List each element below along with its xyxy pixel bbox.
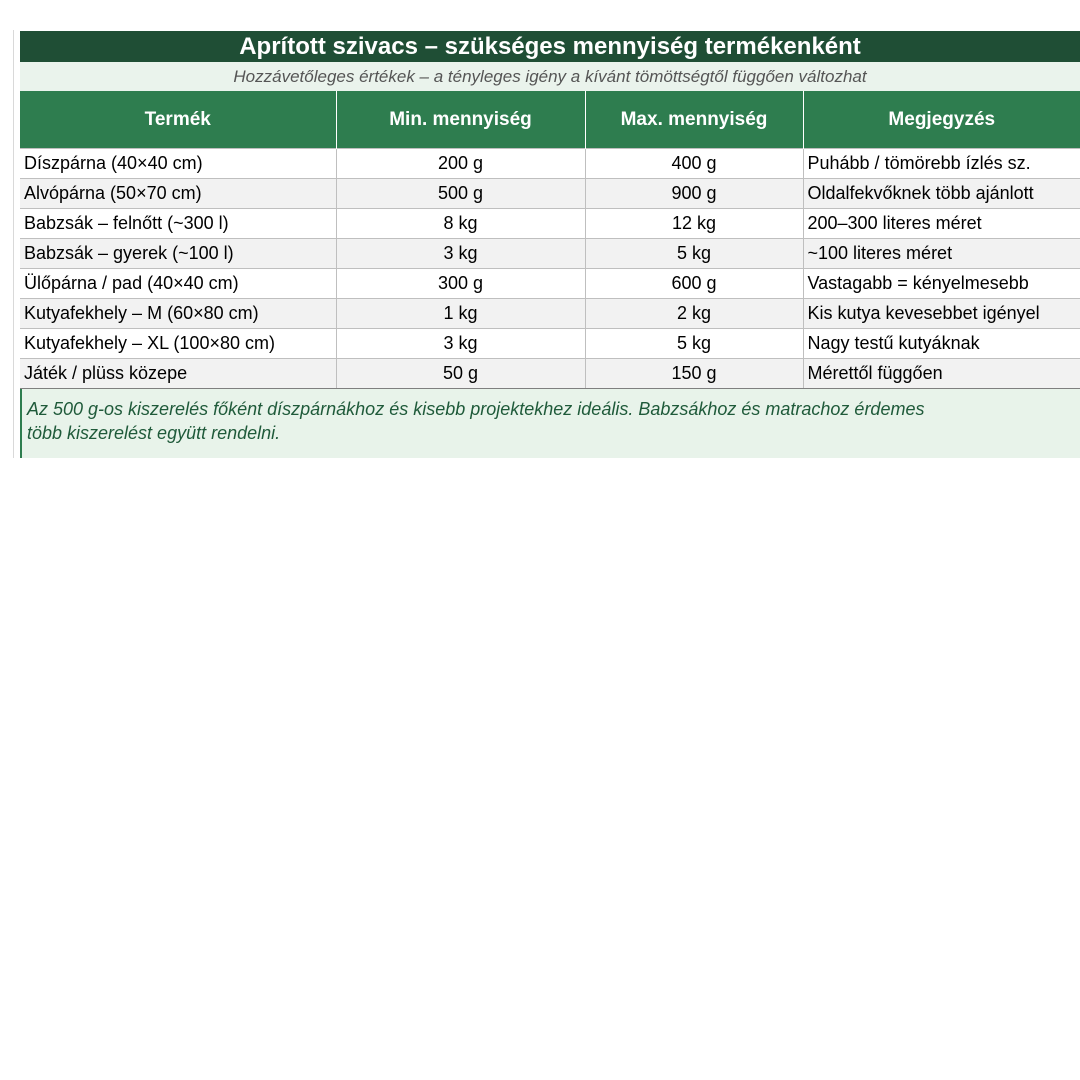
table-row <box>20 269 1080 299</box>
sheet-gridline <box>13 30 14 458</box>
header-min-quantity[interactable]: Min. mennyiség <box>336 91 585 149</box>
cell-min[interactable]: 300 g <box>336 269 585 299</box>
cell-note[interactable]: Mérettől függően <box>803 359 1080 389</box>
cell-max[interactable]: 2 kg <box>585 299 803 329</box>
cell-max[interactable]: 600 g <box>585 269 803 299</box>
cell-min[interactable]: 1 kg <box>336 299 585 329</box>
header-product[interactable]: Termék <box>20 91 336 149</box>
cell-note[interactable]: ~100 literes méret <box>803 239 1080 269</box>
cell-max[interactable]: 900 g <box>585 179 803 209</box>
table-row <box>20 359 1080 389</box>
cell-note[interactable]: Nagy testű kutyáknak <box>803 329 1080 359</box>
table-row <box>20 179 1080 209</box>
cell-min[interactable]: 500 g <box>336 179 585 209</box>
cell-product[interactable]: Babzsák – gyerek (~100 l) <box>20 239 336 269</box>
cell-min[interactable]: 3 kg <box>336 329 585 359</box>
cell-max[interactable]: 150 g <box>585 359 803 389</box>
cell-max[interactable]: 5 kg <box>585 239 803 269</box>
cell-max[interactable]: 12 kg <box>585 209 803 239</box>
table-row <box>20 329 1080 359</box>
footnote-line: több kiszerelést együtt rendelni. <box>27 423 281 443</box>
cell-product[interactable]: Díszpárna (40×40 cm) <box>20 149 336 179</box>
cell-note[interactable]: 200–300 literes méret <box>803 209 1080 239</box>
header-row <box>20 91 1080 149</box>
spreadsheet-table <box>20 31 1080 458</box>
table-row <box>20 239 1080 269</box>
cell-product[interactable]: Játék / plüss közepe <box>20 359 336 389</box>
header-note[interactable]: Megjegyzés <box>803 91 1080 149</box>
table-row <box>20 209 1080 239</box>
cell-min[interactable]: 50 g <box>336 359 585 389</box>
table-row <box>20 299 1080 329</box>
cell-product[interactable]: Alvópárna (50×70 cm) <box>20 179 336 209</box>
table-row <box>20 149 1080 179</box>
sheet-subtitle[interactable]: Hozzávetőleges értékek – a tényleges igény a kívánt tömöttségtől függően változhat <box>20 62 1080 91</box>
quantity-table <box>20 91 1080 389</box>
cell-note[interactable]: Oldalfekvőknek több ajánlott <box>803 179 1080 209</box>
cell-product[interactable]: Kutyafekhely – XL (100×80 cm) <box>20 329 336 359</box>
cell-product[interactable]: Kutyafekhely – M (60×80 cm) <box>20 299 336 329</box>
footnote-cell[interactable] <box>20 389 1080 458</box>
cell-product[interactable]: Ülőpárna / pad (40×40 cm) <box>20 269 336 299</box>
cell-note[interactable]: Vastagabb = kényelmesebb <box>803 269 1080 299</box>
cell-product[interactable]: Babzsák – felnőtt (~300 l) <box>20 209 336 239</box>
cell-min[interactable]: 200 g <box>336 149 585 179</box>
sheet-title[interactable]: Aprított szivacs – szükséges mennyiség termékenként <box>20 31 1080 62</box>
footnote-line: Az 500 g-os kiszerelés főként díszpárnákhoz és kisebb projektekhez ideális. Babzsákhoz és matrachoz érdemes <box>27 399 925 419</box>
cell-max[interactable]: 400 g <box>585 149 803 179</box>
cell-min[interactable]: 3 kg <box>336 239 585 269</box>
cell-note[interactable]: Kis kutya kevesebbet igényel <box>803 299 1080 329</box>
header-max-quantity[interactable]: Max. mennyiség <box>585 91 803 149</box>
cell-note[interactable]: Puhább / tömörebb ízlés sz. <box>803 149 1080 179</box>
cell-min[interactable]: 8 kg <box>336 209 585 239</box>
cell-max[interactable]: 5 kg <box>585 329 803 359</box>
